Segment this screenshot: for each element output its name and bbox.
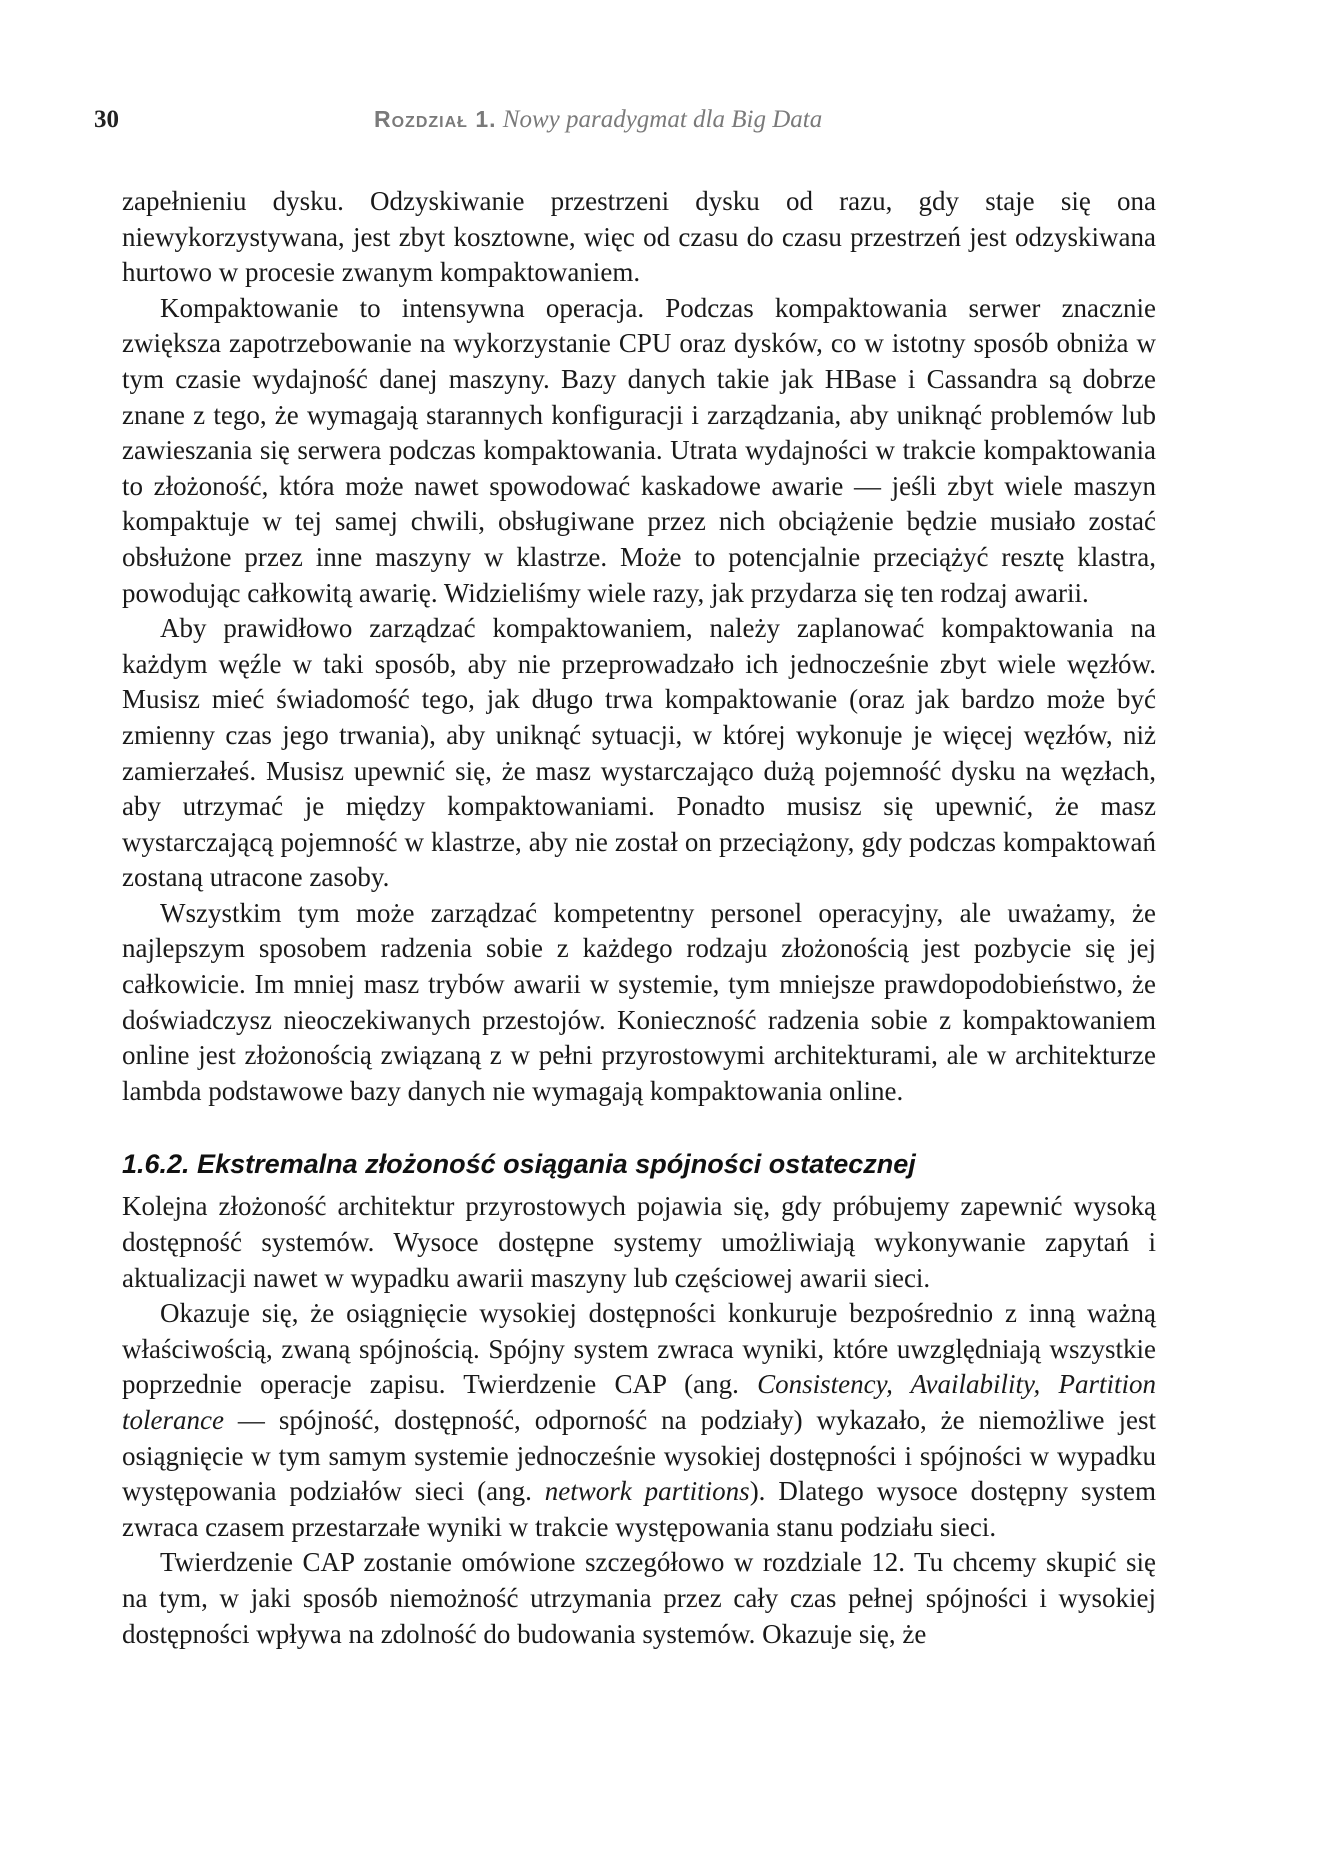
paragraph: Kompaktowanie to intensywna operacja. Podczas kompaktowania serwer znacznie zwiększa zapotrzebowanie na wykorzystanie CPU oraz dysków, co w istotny sposób obniża w tym czasie wydajność danej maszyny. Bazy danych takie jak HBase i Cassandra są dobrze znane z tego, że wymagają starannych konfiguracji i zarządzania, aby uniknąć problemów lub zawieszania się serwera podczas kompaktowania. Utrata wydajności w trakcie kompaktowania to złożoność, która może nawet spowodować kaskadowe awarie — jeśli zbyt wiele maszyn kompaktuje w tej samej chwili, obsługiwane przez nich obciążenie będzie musiało zostać obsłużone przez inne maszyny w klastrze. Może to potencjalnie przeciążyć resztę klastra, powodując całkowitą awarię. Widzieliśmy wiele razy, jak przydarza się ten rodzaj awarii. xyxy=(122,292,1156,608)
chapter-label: Rozdział 1. xyxy=(374,106,497,132)
italic-term: Consistency, Availability, Partition tolerance xyxy=(122,1369,1156,1435)
paragraph: zapełnieniu dysku. Odzyskiwanie przestrzeni dysku od razu, gdy staje się ona niewykorzystywana, jest zbyt kosztowne, więc od czasu do czasu przestrzeń jest odzyskiwana hurtowo w procesie zwanym kompaktowaniem. xyxy=(122,186,1156,288)
header-title xyxy=(374,106,822,134)
paragraph xyxy=(122,1296,1156,1545)
book-title: Nowy paradygmat dla Big Data xyxy=(502,106,823,133)
paragraph-text: — spójność, dostępność, odporność na podziały) wykazało, że niemożliwe jest osiągnięcie w tym samym systemie jednocześnie wysokiej dostępności i spójności w wypadku występowania podziałów sieci (ang. xyxy=(122,1405,1156,1507)
section-heading: 1.6.2. Ekstremalna złożoność osiągania spójności ostatecznej xyxy=(122,1149,916,1180)
paragraph: Twierdzenie CAP zostanie omówione szczegółowo w rozdziale 12. Tu chcemy skupić się na tym, w jaki sposób niemożność utrzymania przez cały czas pełnej spójności i wysokiej dostępności wpływa na zdolność do budowania systemów. Okazuje się, że xyxy=(122,1547,1156,1649)
paragraph: Aby prawidłowo zarządzać kompaktowaniem, należy zaplanować kompaktowania na każdym węźle w taki sposób, aby nie przeprowadzało ich jednocześnie zbyt wiele węzłów. Musisz mieć świadomość tego, jak długo trwa kompaktowanie (oraz jak bardzo może być zmienny czas jego trwania), aby uniknąć sytuacji, w której wykonuje je więcej węzłów, niż zamierzałeś. Musisz upewnić się, że masz wystarczająco dużą pojemność dysku na węzłach, aby utrzymać je między kompaktowaniami. Ponadto musisz się upewnić, że masz wystarczającą pojemność w klastrze, aby nie został on przeciążony, gdy podczas kompaktowań zostaną utracone zasoby. xyxy=(122,613,1156,893)
italic-term: network partitions xyxy=(544,1476,750,1507)
paragraph: Wszystkim tym może zarządzać kompetentny personel operacyjny, ale uważamy, że najlepszym sposobem radzenia sobie z każdego rodzaju złożonością jest pozbycie się jej całkowicie. Im mniej masz trybów awarii w systemie, tym mniejsze prawdopodobieństwo, że doświadczysz nieoczekiwanych przestojów. Konieczność radzenia sobie z kompaktowaniem online jest złożonością związaną z w pełni przyrostowymi architekturami, ale w architekturze lambda podstawowe bazy danych nie wymagają kompaktowania online. xyxy=(122,897,1156,1106)
running-header xyxy=(94,106,1156,142)
paragraph-text: ). Dlatego wysoce dostępny system zwraca czasem przestarzałe wyniki w trakcie występowania stanu podziału sieci. xyxy=(122,1476,1156,1542)
body-text xyxy=(122,184,1156,1652)
paragraph: Kolejna złożoność architektur przyrostowych pojawia się, gdy próbujemy zapewnić wysoką dostępność systemów. Wysoce dostępne systemy umożliwiają wykonywanie zapytań i aktualizacji nawet w wypadku awarii maszyny lub częściowej awarii sieci. xyxy=(122,1191,1156,1293)
paragraph-text: Okazuje się, że osiągnięcie wysokiej dostępności konkuruje bezpośrednio z inną ważną właściwością, zwaną spójnością. Spójny system zwraca wyniki, które uwzględniają wszystkie poprzednie operacje zapisu. Twierdzenie CAP (ang. xyxy=(122,1298,1156,1400)
page-number: 30 xyxy=(94,106,119,133)
